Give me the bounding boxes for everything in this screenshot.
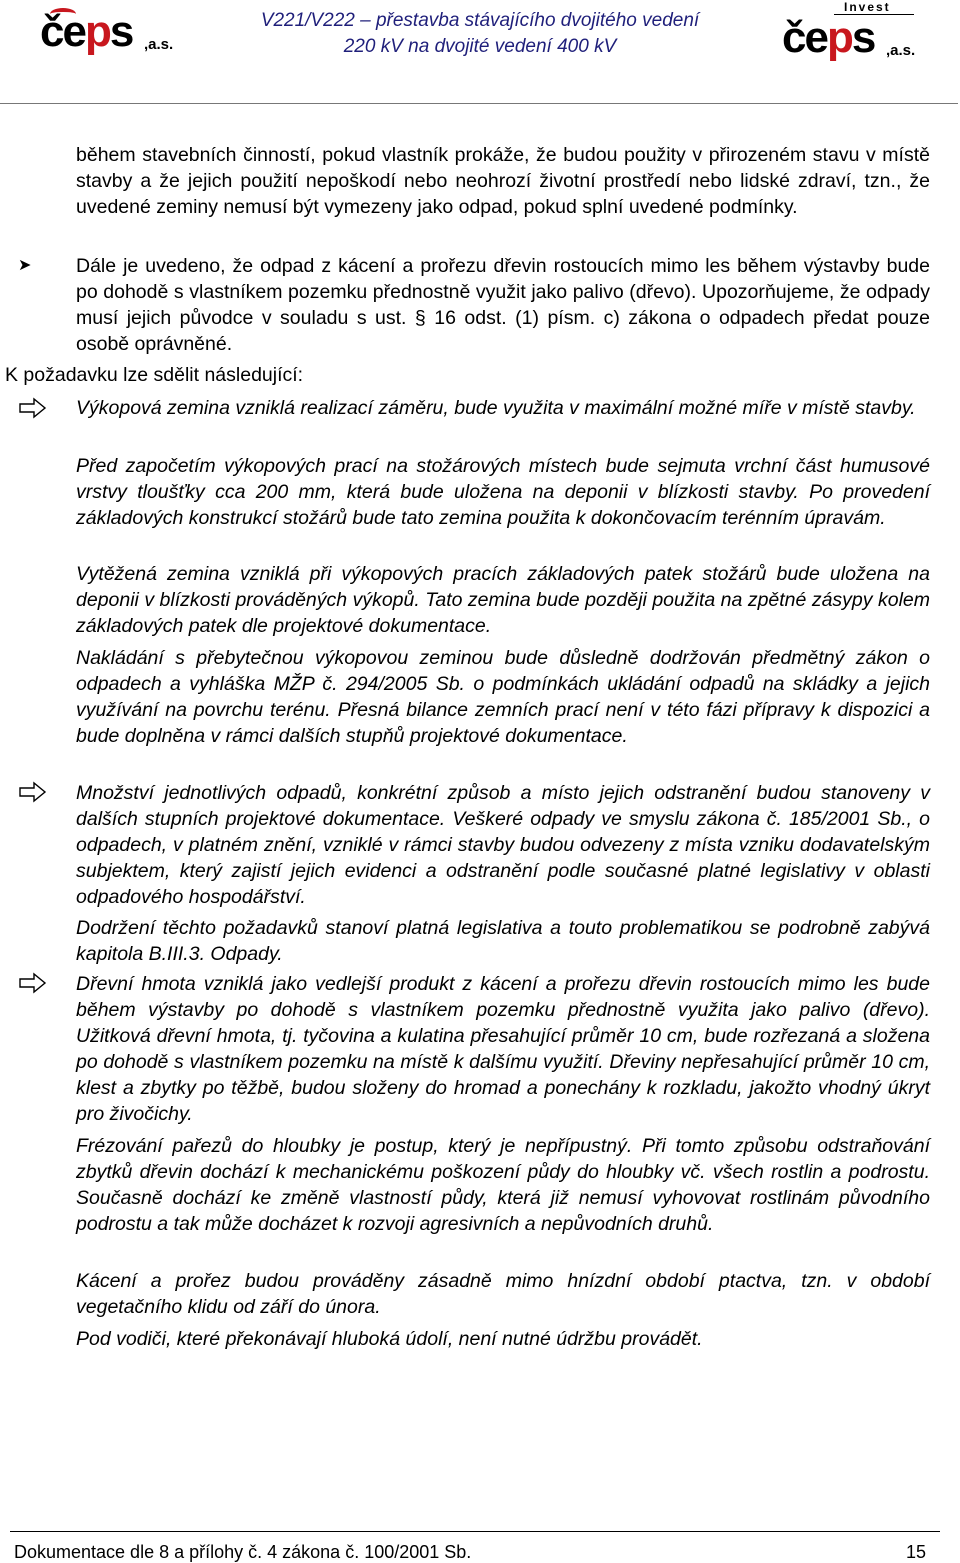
paragraph-requirement-intro: K požadavku lze sdělit následující: bbox=[5, 364, 304, 386]
paragraph-legislation: Dodržení těchto požadavků stanoví platná legislativa a touto problematikou se podrobně zabývá kapitola B.III.3. Odpady. bbox=[76, 917, 930, 965]
logo-word-suffix: s bbox=[109, 7, 133, 56]
logo-word-suffix: s bbox=[851, 13, 875, 62]
document-title-line2: 220 kV na dvojité vedení 400 kV bbox=[343, 36, 617, 57]
logo-word-accent: p bbox=[84, 7, 110, 56]
page-header bbox=[0, 0, 960, 104]
logo-tagline: Invest bbox=[844, 0, 891, 14]
paragraph-wood-waste: Dále je uvedeno, že odpad z kácení a prořezu dřevin rostoucích mimo les během výstavby bude po dohodě s vlastníkem pozemku přednostně využit jako palivo (dřevo). Upozorňujeme, že odpady musí jejich původce v souladu s ust. § 16 odst. (1) písm. c) zákona o odpadech předat pouze osobě oprávněné. bbox=[76, 255, 930, 355]
paragraph-excavated-soil: Výkopová zemina vzniklá realizací záměru, bude využita v maximální možné míře v místě stavby. bbox=[76, 397, 916, 419]
ceps-logo bbox=[40, 8, 180, 64]
paragraph-stump-milling: Frézování pařezů do hloubky je postup, který je nepřípustný. Při tomto způsobu odstraňování zbytků dřevin dochází k mechanickému poškození půdy do hloubky vč. všech rostlin a podrostu. Současně dochází ke změně vlastností půdy, která již nemusí vyhovovat rostlinám původního podrostu a tak může docházet k rozvoji agresivních a nepůvodních druhů. bbox=[76, 1135, 930, 1235]
paragraph-felling-period: Kácení a prořez budou prováděny zásadně mimo hnízdní období ptactva, tzn. v období vegetačního klidu od září do února. bbox=[76, 1270, 930, 1318]
outline-arrow-icon bbox=[18, 780, 48, 804]
outline-arrow-icon bbox=[18, 396, 48, 420]
ceps-invest-logo bbox=[782, 0, 922, 62]
document-title bbox=[200, 8, 760, 60]
paragraph-wood-mass: Dřevní hmota vzniklá jako vedlejší produkt z kácení a prořezu dřevin rostoucích mimo les bude během výstavby po dohodě s vlastníkem pozemku přednostně využita jako palivo (dřevo). Užitková dřevní hmota, tj. tyčovina a kulatina přesahující průměr 10 cm, bude rozřezaná a složena po dohodě s vlastníkem pozemku na místě k dalšímu využití. Dřeviny nepřesahující průměr 10 cm, klest a zbytky po těžbě, budou složeny do hromad a ponechány k rozkladu, jakožto vhodný úkryt pro živočichy. bbox=[76, 973, 930, 1125]
logo-suffix: ,a.s. bbox=[144, 36, 174, 53]
logo-suffix: ,a.s. bbox=[886, 42, 916, 59]
outline-arrow-icon bbox=[18, 971, 48, 995]
paragraph-construction-soil: během stavebních činností, pokud vlastník prokáže, že budou použity v přirozeném stavu v místě stavby a že jejich použití nepoškodí nebo neohrozí životní prostředí nebo lidské zdraví, tzn., že uvedené zeminy nemusí být vymezeny jako odpad, pokud splní uvedené podmínky. bbox=[76, 144, 930, 218]
logo-word-prefix: če bbox=[782, 13, 827, 62]
triangle-bullet-icon: ➤ bbox=[18, 257, 32, 274]
footer-document-reference: Dokumentace dle 8 a přílohy č. 4 zákona č. 100/2001 Sb. bbox=[14, 1542, 472, 1562]
page-number: 15 bbox=[906, 1542, 927, 1562]
paragraph-waste-quantity: Množství jednotlivých odpadů, konkrétní způsob a místo jejich odstranění budou stanoveny v dalších stupních projektové dokumentace. Veškeré odpady ve smyslu zákona č. 185/2001 Sb., o odpadech, v platném znění, vzniklé v rámci stavby budou odvezeny z místa vzniku dodavatelským subjektem, který zajistí jejich evidenci a odstranění podle současné platné legislativy v oblasti odpadového hospodářství. bbox=[76, 782, 930, 908]
header-divider bbox=[0, 103, 958, 104]
paragraph-humus-layer: Před započetím výkopových prací na stožárových místech bude sejmuta vrchní část humusové vrstvy tloušťky cca 200 mm, která bude uložena na deponii v blízkosti stavby. Po provedení základových konstrukcí stožárů bude tato zemina použita k dokončovacím terénním úpravám. bbox=[76, 455, 930, 529]
paragraph-under-conductors: Pod vodiči, které překonávají hluboká údolí, není nutné údržbu provádět. bbox=[76, 1328, 703, 1350]
logo-word-prefix: če bbox=[40, 7, 85, 56]
document-title-line1: V221/V222 – přestavba stávajícího dvojitého vedení bbox=[260, 10, 700, 31]
logo-word-accent: p bbox=[826, 13, 852, 62]
paragraph-mined-soil: Vytěžená zemina vzniklá při výkopových pracích základových patek stožárů bude uložena na deponii v blízkosti prováděných výkopů. Tato zemina bude později použita na zpětné zásypy kolem základových patek dle projektové dokumentace. bbox=[76, 563, 930, 637]
footer-divider bbox=[10, 1531, 940, 1532]
paragraph-surplus-soil: Nakládání s přebytečnou výkopovou zeminou bude důsledně dodržován předmětný zákon o odpadech a vyhláška MŽP č. 294/2005 Sb. o podmínkách ukládání odpadů na skládky a jejich využívání na povrchu terénu. Přesná bilance zemních prací není v této fázi přípravy k dispozici a bude doplněna v rámci dalších stupňů projektové dokumentace. bbox=[76, 647, 930, 747]
